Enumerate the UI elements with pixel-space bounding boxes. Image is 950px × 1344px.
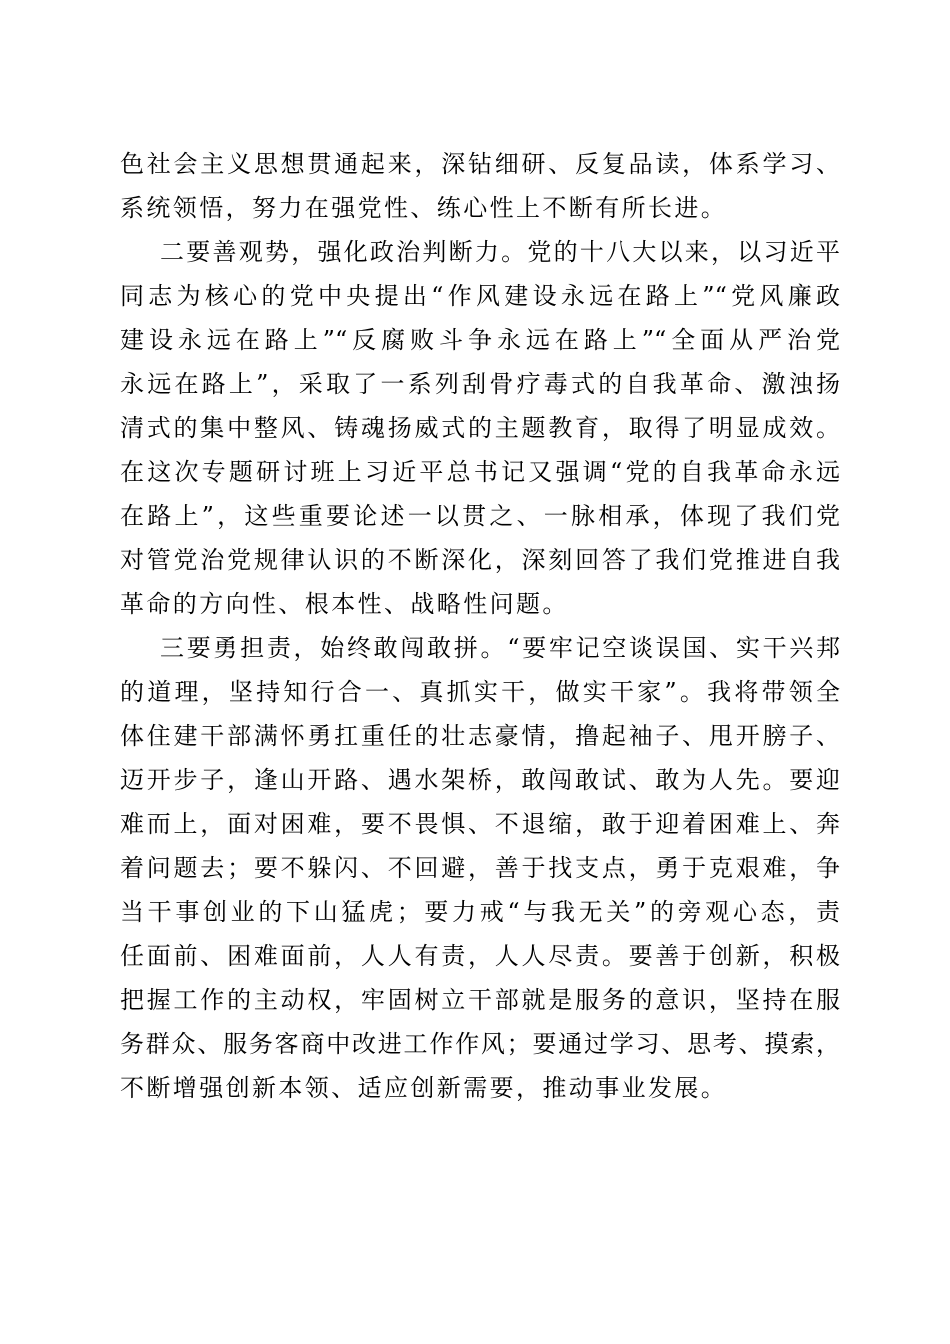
text-line: 清式的集中整风、铸魂扬威式的主题教育，取得了明显成效。 xyxy=(120,414,840,442)
text-line: 任面前、困难面前，人人有责，人人尽责。要善于创新，积极 xyxy=(120,942,840,970)
text-line: 的道理，坚持知行合一、真抓实干，做实干家”。我将带领全 xyxy=(120,678,840,706)
text-line: 在路上”，这些重要论述一以贯之、一脉相承，体现了我们党 xyxy=(120,502,840,530)
text-line: 建设永远在路上”“反腐败斗争永远在路上”“全面从严治党 xyxy=(120,326,840,354)
paragraph-first-line: 二要善观势，强化政治判断力。党的十八大以来，以习近平 xyxy=(160,238,840,266)
text-line: 体住建干部满怀勇扛重任的壮志豪情，撸起袖子、甩开膀子、 xyxy=(120,722,840,750)
text-line: 在这次专题研讨班上习近平总书记又强调“党的自我革命永远 xyxy=(120,458,840,486)
text-line: 难而上，面对困难，要不畏惧、不退缩，敢于迎着困难上、奔 xyxy=(120,810,840,838)
text-line: 系统领悟，努力在强党性、练心性上不断有所长进。 xyxy=(120,194,728,222)
text-line: 当干事创业的下山猛虎；要力戒“与我无关”的旁观心态，责 xyxy=(120,898,840,926)
paragraph-first-line: 三要勇担责，始终敢闯敢拼。“要牢记空谈误国、实干兴邦 xyxy=(160,634,840,662)
text-line: 对管党治党规律认识的不断深化，深刻回答了我们党推进自我 xyxy=(120,546,840,574)
text-line: 永远在路上”，采取了一系列刮骨疗毒式的自我革命、激浊扬 xyxy=(120,370,840,398)
text-line: 务群众、服务客商中改进工作作风；要通过学习、思考、摸索， xyxy=(120,1030,840,1058)
text-line: 着问题去；要不躲闪、不回避，善于找支点，勇于克艰难，争 xyxy=(120,854,840,882)
text-line: 迈开步子，逢山开路、遇水架桥，敢闯敢试、敢为人先。要迎 xyxy=(120,766,840,794)
text-line: 不断增强创新本领、适应创新需要，推动事业发展。 xyxy=(120,1074,728,1102)
text-line: 革命的方向性、根本性、战略性问题。 xyxy=(120,590,569,618)
text-line: 同志为核心的党中央提出“作风建设永远在路上”“党风廉政 xyxy=(120,282,840,310)
text-line: 色社会主义思想贯通起来，深钻细研、反复品读，体系学习、 xyxy=(120,150,840,178)
text-line: 把握工作的主动权，牢固树立干部就是服务的意识，坚持在服 xyxy=(120,986,840,1014)
